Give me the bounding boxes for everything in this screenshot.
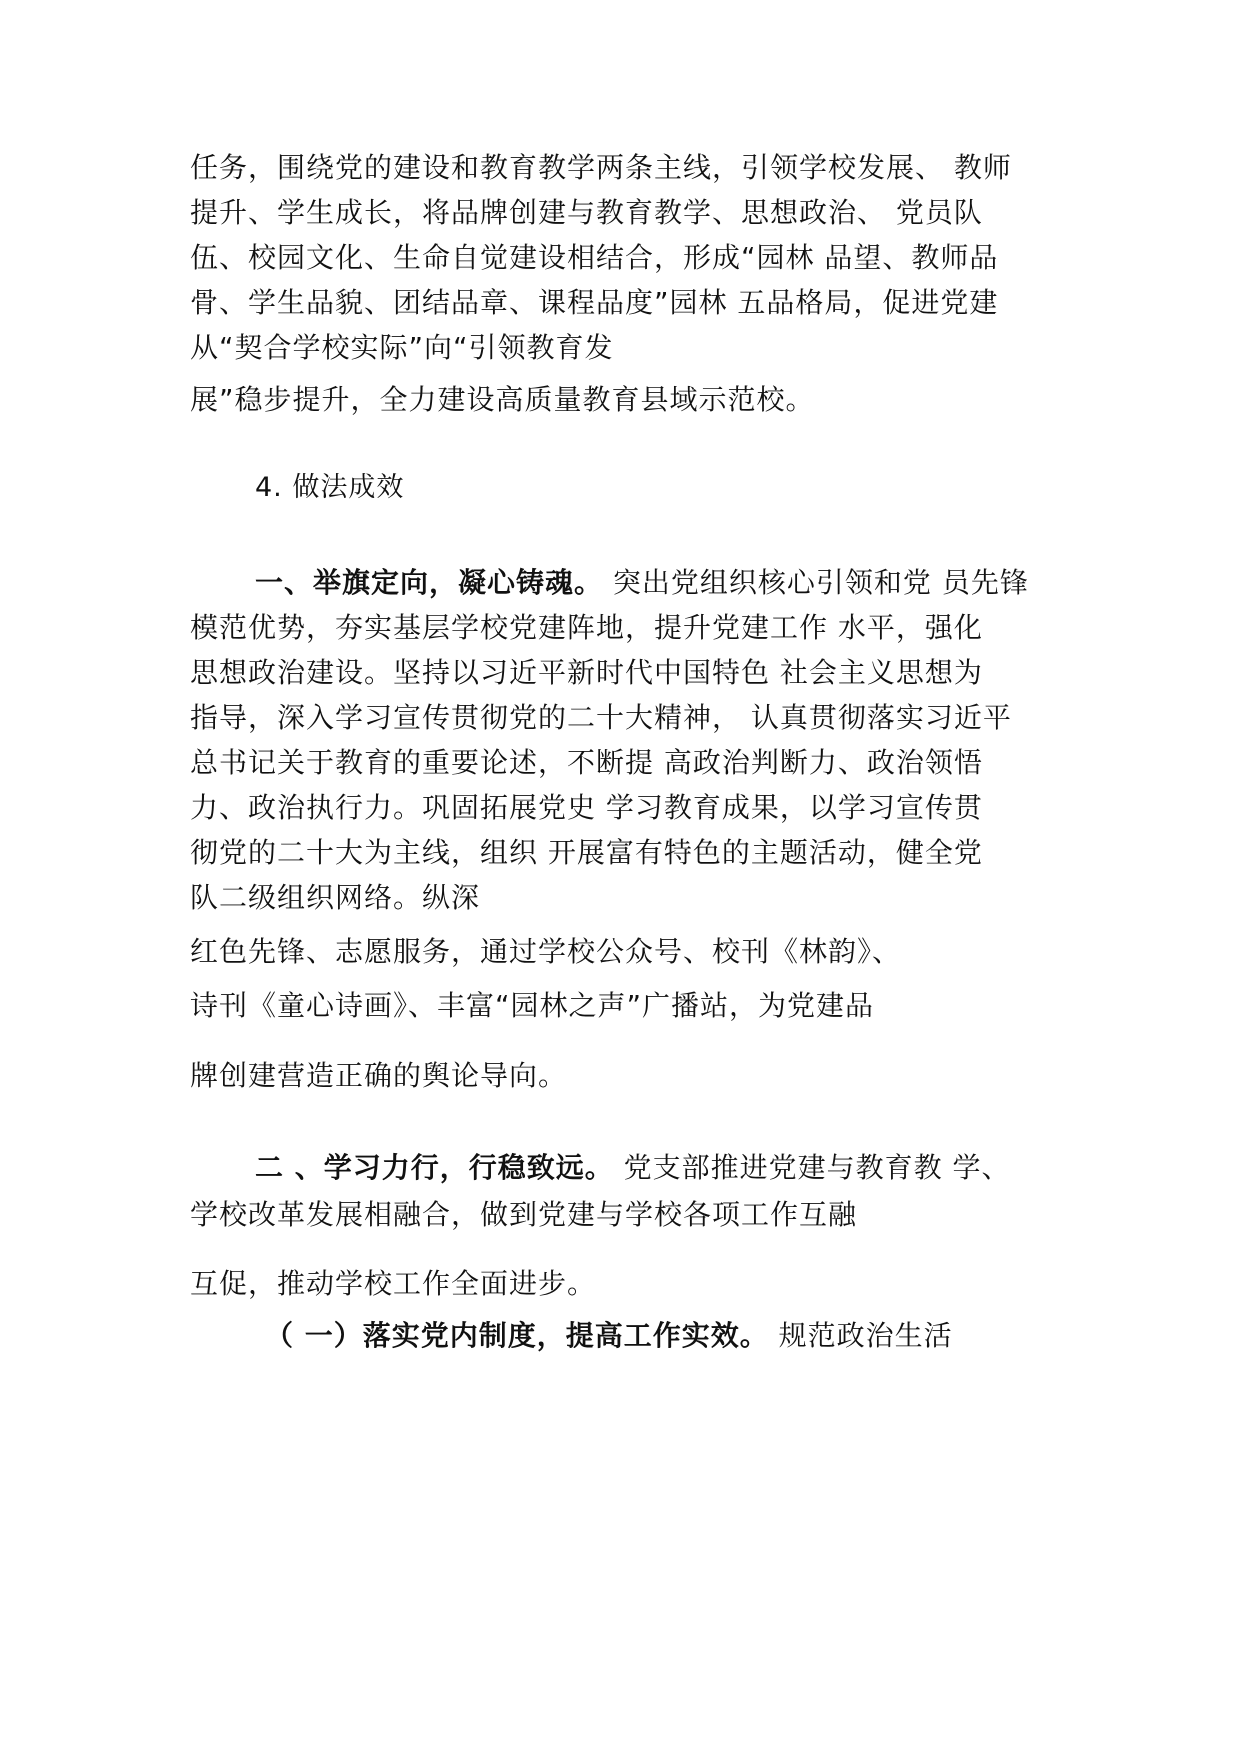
paragraph-line: 任务，围绕党的建设和教育教学两条主线，引领学校发展、 教师	[190, 151, 1012, 184]
paragraph-line: 总书记关于教育的重要论述，不断提 高政治判断力、政治领悟	[190, 746, 983, 779]
part-title: 二 、学习力行，行稳致远。	[255, 1151, 614, 1184]
paragraph-line: 思想政治建设。坚持以习近平新时代中国特色 社会主义思想为	[190, 656, 983, 689]
paragraph-line: 彻党的二十大为主线，组织 开展富有特色的主题活动，健全党	[190, 836, 983, 869]
subsection-text: 规范政治生活	[768, 1319, 953, 1352]
paragraph-line: 展”稳步提升，全力建设高质量教育县域示范校。	[190, 383, 815, 416]
paragraph-line: 红色先锋、志愿服务，通过学校公众号、校刊《林韵》、	[190, 935, 902, 968]
paragraph-line: 模范优势，夯实基层学校党建阵地，提升党建工作 水平，强化	[190, 611, 983, 644]
subsection-title: （ 一）落实党内制度，提高工作实效。	[265, 1319, 769, 1352]
paragraph-line: 骨、学生品貌、团结品章、课程品度”园林 五品格局，促进党建	[190, 286, 999, 319]
part-text: 党支部推进党建与教育教 学、	[613, 1151, 1011, 1184]
paragraph-line: 伍、校园文化、生命自觉建设相结合，形成“园林 品望、教师品	[190, 241, 999, 274]
paragraph-line	[255, 563, 1029, 603]
paragraph-line: 队二级组织网络。纵深	[190, 881, 481, 914]
paragraph-line: 指导，深入学习宣传贯彻党的二十大精神， 认真贯彻落实习近平	[190, 701, 1012, 734]
paragraph-line: 学校改革发展相融合，做到党建与学校各项工作互融	[190, 1198, 858, 1231]
paragraph-line: 牌创建营造正确的舆论导向。	[190, 1059, 568, 1092]
section-heading: 4. 做法成效	[255, 472, 405, 503]
paragraph-line: 诗刊《童心诗画》、丰富“园林之声”广播站，为党建品	[190, 989, 875, 1022]
paragraph-line: 从“契合学校实际”向“引领教育发	[190, 331, 614, 364]
paragraph-line: 提升、学生成长，将品牌创建与教育教学、思想政治、 党员队	[190, 196, 983, 229]
paragraph-line: 互促，推动学校工作全面进步。	[190, 1267, 597, 1300]
paragraph-line	[265, 1316, 953, 1356]
part-title: 一、举旗定向，凝心铸魂。	[255, 566, 604, 599]
paragraph-line	[255, 1148, 1011, 1188]
paragraph-line: 力、政治执行力。巩固拓展党史 学习教育成果，以学习宣传贯	[190, 791, 983, 824]
part-text: 突出党组织核心引领和党 员先锋	[603, 566, 1029, 599]
